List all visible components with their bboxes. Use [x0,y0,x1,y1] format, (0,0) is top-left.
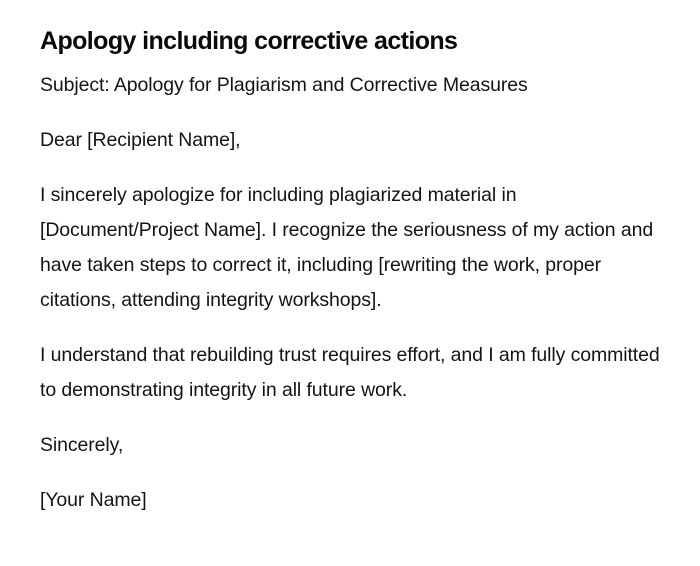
subject-line: Subject: Apology for Plagiarism and Corrective Measures [40,74,528,96]
document-title: Apology including corrective actions [40,27,458,55]
body-paragraph-commitment: I understand that rebuilding trust requires effort, and I am fully committed to demonstrating integrity in all future work. [40,344,660,401]
closing: Sincerely, [40,434,124,456]
greeting: Dear [Recipient Name], [40,129,241,151]
body-paragraph-apology: I sincerely apologize for including plagiarized material in [Document/Project Name]. I recognize the seriousness of my action and have taken steps to correct it, including [rewriting the work, proper citations, attending integrity workshops]. [40,184,654,311]
signature: [Your Name] [40,489,147,511]
